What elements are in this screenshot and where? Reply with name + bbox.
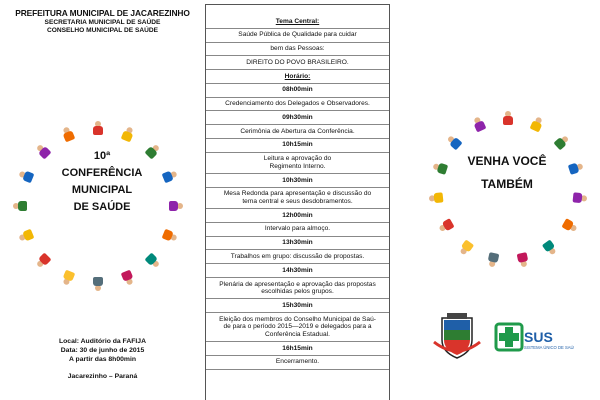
invitation-line: TAMBÉM: [481, 176, 533, 191]
person-figure: [34, 252, 52, 270]
person-figure: [437, 217, 455, 234]
header-prefeitura: PREFEITURA MUNICIPAL DE JACAREZINHO: [15, 8, 190, 18]
person-figure: [445, 133, 463, 151]
schedule-event: [206, 98, 389, 112]
schedule-event-line: tema central e seus desdobramentos.: [242, 197, 353, 205]
schedule-event-line: Mesa Redonda para apresentação e discussão do: [223, 190, 372, 198]
schedule-label: Horário:: [206, 70, 389, 84]
person-figure: [470, 115, 487, 133]
person-figure: [120, 125, 136, 143]
person-figure: [529, 115, 546, 133]
person-body: [473, 120, 486, 132]
person-figure: [169, 200, 183, 212]
person-figure: [568, 160, 585, 176]
schedule-time: 13h30min: [206, 237, 389, 251]
person-body: [93, 277, 103, 286]
schedule-event-line: Intervalo para almoço.: [264, 225, 331, 233]
header: [0, 8, 205, 35]
person-body: [22, 171, 34, 184]
person-body: [93, 126, 103, 135]
person-figure: [486, 252, 501, 268]
person-figure: [431, 160, 448, 176]
person-figure: [502, 111, 514, 125]
person-body: [436, 162, 448, 174]
schedule-list: [206, 15, 389, 370]
person-figure: [120, 269, 136, 287]
conference-title-line: CONFERÊNCIA: [61, 167, 143, 180]
schedule-event-line: Conferência Estadual.: [265, 330, 330, 338]
person-figure: [541, 239, 559, 257]
schedule-event-line: Regimento Interno.: [269, 162, 326, 170]
theme-line: Saúde Pública de Qualidade para cuidar: [206, 29, 389, 43]
person-figure: [429, 191, 444, 204]
invitation-title: [452, 150, 562, 196]
person-figure: [457, 239, 475, 257]
event-start-time: A partir das 8h00min: [69, 355, 136, 363]
person-figure: [92, 121, 104, 135]
conference-title-line: MUNICIPAL: [71, 184, 133, 197]
invitation-line: VENHA VOCÊ: [467, 154, 547, 168]
person-figure: [144, 252, 162, 270]
schedule-event-line: Cerimônia de Abertura da Conferência.: [240, 127, 355, 135]
middle-panel: [205, 4, 390, 400]
person-figure: [561, 217, 579, 234]
event-info: [10, 338, 195, 382]
schedule-time: 16h15min: [206, 342, 389, 356]
conference-title-line: 10ª: [93, 150, 111, 162]
schedule-event-line: escolhidas pelos grupos.: [261, 288, 334, 296]
schedule-time: 10h15min: [206, 139, 389, 153]
person-figure: [60, 269, 76, 287]
schedule-event-line: Plenária de apresentação e aprovação das propostas: [219, 280, 376, 288]
conference-title-line: DE SAÚDE: [73, 201, 131, 214]
person-body: [63, 130, 76, 142]
schedule-time: 15h30min: [206, 299, 389, 313]
person-body: [18, 201, 27, 211]
person-figure: [13, 200, 27, 212]
schedule-event-line: Trabalhos em grupo: discussão de propostas.: [230, 253, 365, 260]
sus-text: SUS: [524, 329, 553, 345]
schedule-time: 14h30min: [206, 264, 389, 278]
sus-subtext: SISTEMA ÚNICO DE SAÚDE: [524, 345, 574, 350]
header-secretaria: SECRETARIA MUNICIPAL DE SAÚDE: [44, 18, 161, 26]
schedule-event: [206, 278, 389, 299]
event-location: Local: Auditório da FAFIJA: [59, 338, 146, 345]
person-body: [169, 201, 178, 211]
schedule-event: [206, 125, 389, 139]
schedule-event: [206, 313, 389, 342]
person-figure: [17, 168, 35, 184]
schedule-event: [206, 188, 389, 209]
person-figure: [572, 191, 587, 204]
schedule-event: [206, 153, 389, 174]
person-body: [572, 192, 582, 203]
person-body: [434, 192, 444, 203]
theme-label: Tema Central:: [206, 15, 389, 29]
schedule-event-line: Leitura e aprovação do: [263, 155, 332, 163]
schedule-event-line: Eleição dos membros do Conselho Municipal de Saú-: [219, 315, 376, 323]
person-figure: [552, 133, 570, 151]
header-conselho: CONSELHO MUNICIPAL DE SAÚDE: [46, 26, 159, 34]
event-city: Jacarezinho – Paraná: [67, 373, 138, 381]
person-figure: [17, 228, 35, 244]
conference-title: [47, 148, 157, 216]
schedule-time: 09h30min: [206, 111, 389, 125]
schedule-event: [206, 223, 389, 237]
schedule-event-line: Encerramento.: [275, 358, 320, 366]
schedule-event: [206, 356, 389, 370]
schedule-event-line: de para o período 2015—2019 e delegados para a: [223, 323, 372, 331]
municipal-coat-of-arms-logo: [432, 312, 482, 360]
event-date: Data: 30 de junho de 2015: [60, 346, 145, 354]
schedule-event-line: Credenciamento dos Delegados e Observadores.: [225, 100, 370, 108]
theme-line: DIREITO DO POVO BRASILEIRO.: [206, 56, 389, 70]
person-figure: [92, 277, 104, 291]
person-body: [503, 116, 513, 125]
person-figure: [516, 252, 531, 268]
theme-line: bem das Pessoas:: [206, 43, 389, 57]
schedule-time: 12h00min: [206, 209, 389, 223]
schedule-time: 08h00min: [206, 84, 389, 98]
person-figure: [60, 125, 76, 143]
person-figure: [161, 228, 179, 244]
sus-logo: [494, 318, 574, 356]
schedule-event: [206, 250, 389, 264]
schedule-time: 10h30min: [206, 174, 389, 188]
sus-cross-icon: [494, 318, 574, 356]
person-figure: [161, 168, 179, 184]
